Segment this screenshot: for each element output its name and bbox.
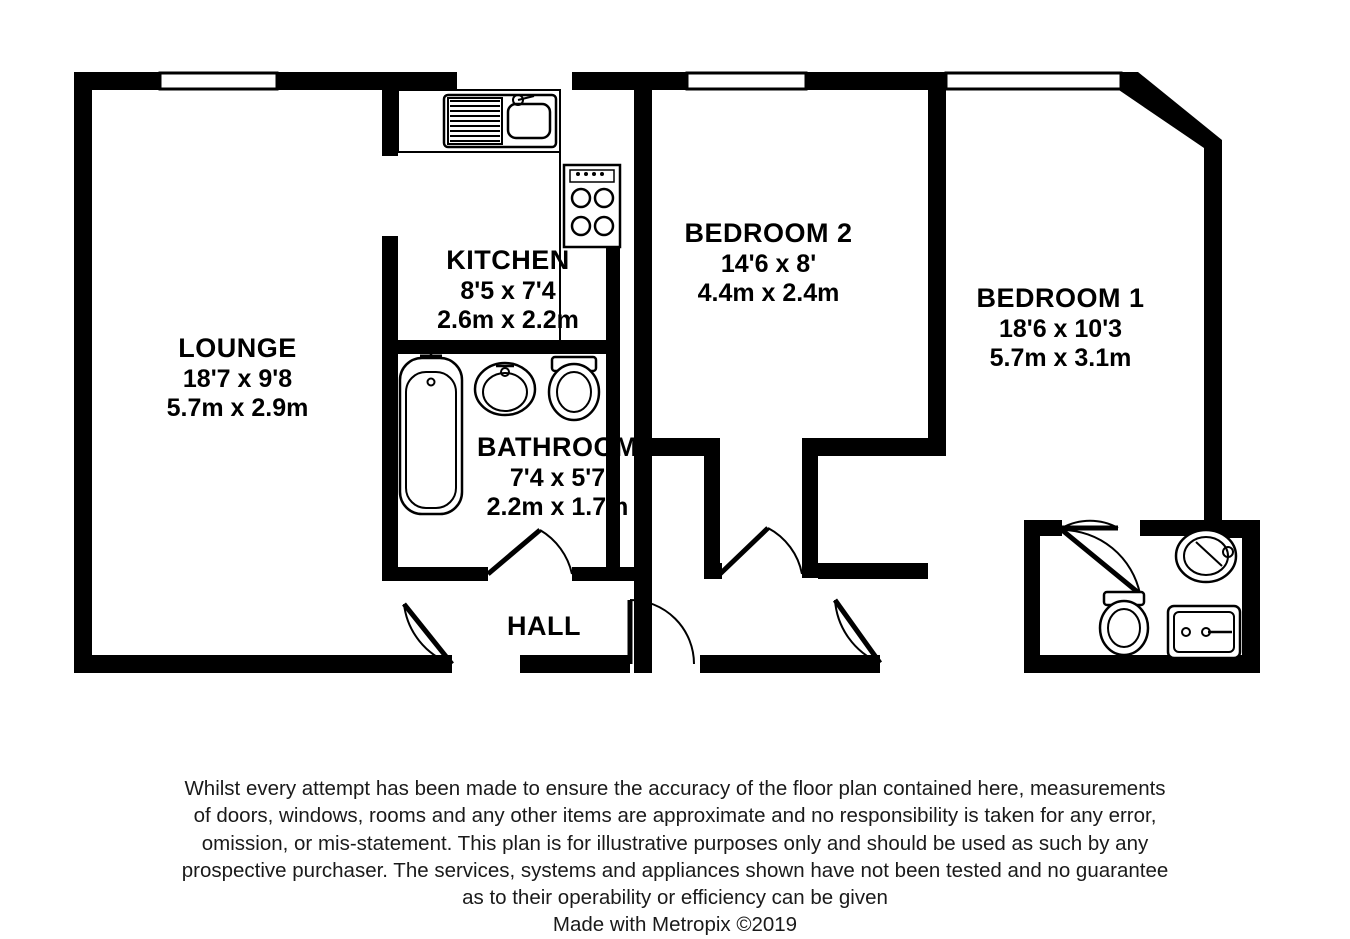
window-lounge [160,73,277,89]
room-name-lounge: LOUNGE [178,333,297,363]
interior-wall-bedroom2-lower-left [704,438,720,578]
door-arc-bedroom2 [768,528,802,574]
ensuite-fixtures [1100,530,1240,658]
room-dim-metric-bathroom: 2.2m x 1.7m [486,493,629,522]
washbasin-icon [475,363,535,415]
room-name-bedroom1: BEDROOM 1 [976,283,1145,313]
room-label-bedroom2 [636,218,901,309]
interior-wall-hall-right [634,567,652,673]
exterior-wall-left [74,72,92,673]
exterior-wall-right-ensuite [1242,520,1260,672]
door-leaf-bedroom2 [720,528,768,574]
room-dim-imperial-bedroom1: 18'6 x 10'3 [998,314,1123,343]
interior-wall-kitchen-left-top [382,90,398,156]
exterior-wall-right [1204,148,1222,530]
hob-icon [564,165,620,247]
ensuite-toilet-icon [1100,592,1148,655]
interior-wall-bathroom-top [382,340,620,354]
disclaimer-line-5: as to their operability or efficiency can be given [462,886,888,909]
room-dim-metric-kitchen: 2.6m x 2.2m [437,306,579,335]
interior-wall-bathroom-bottom-left [382,567,488,581]
exterior-wall-bottom-3 [700,655,880,673]
room-label-kitchen [388,245,628,336]
room-name-kitchen: KITCHEN [446,245,570,275]
exterior-wall-bottom-2 [520,655,630,673]
interior-wall-ensuite-left [1024,520,1040,672]
room-label-lounge [105,333,370,424]
room-label-hall: HALL [507,611,581,641]
ensuite-shower-icon [1168,606,1240,658]
door-leaf-bathroom [488,530,540,574]
room-dim-metric-lounge: 5.7m x 2.9m [166,394,309,423]
exterior-wall-top-3 [572,72,687,90]
interior-wall-bedroom2-bottom-right [802,438,946,456]
exterior-wall-top-2 [277,72,457,90]
window-bedroom1 [946,73,1121,89]
room-label-bedroom1 [928,283,1193,374]
disclaimer-text [0,775,1350,939]
door-arc-bathroom [540,530,572,574]
disclaimer-line-1: Whilst every attempt has been made to ensure the accuracy of the floor plan contained here, measurements [184,777,1166,800]
room-dim-imperial-lounge: 18'7 x 9'8 [182,364,293,393]
disclaimer-line-3: omission, or mis-statement. This plan is for illustrative purposes only and should be used as such by any [201,831,1149,855]
room-dim-imperial-kitchen: 8'5 x 7'4 [460,276,556,305]
room-label-bathroom [425,432,690,523]
interior-wall-hall-bottom-right [818,563,928,579]
room-dim-imperial-bathroom: 7'4 x 5'7 [509,463,606,492]
metropix-credit: Made with Metropix ©2019 [552,913,798,937]
interior-wall-bedroom2-right [928,90,946,456]
room-dim-metric-bedroom1: 5.7m x 3.1m [989,344,1132,373]
ensuite-washbasin-icon [1176,530,1236,582]
room-name-bedroom2: BEDROOM 2 [684,218,853,248]
disclaimer-line-4: prospective purchaser. The services, systems and appliances shown have not been tested and no guarantee [181,858,1169,882]
room-dim-metric-bedroom2: 4.4m x 2.4m [697,279,840,308]
exterior-wall-bottom-1 [74,655,452,673]
door-leaf-bedroom1 [835,600,880,663]
interior-wall-hall-stub [704,563,722,579]
exterior-wall-top-4 [806,72,946,90]
sink-icon [444,95,556,147]
disclaimer-line-2: of doors, windows, rooms and any other items are approximate and no responsibility is taken for any error, [193,804,1157,828]
interior-wall-bedroom2-lower-right [802,438,818,578]
toilet-icon [549,357,599,420]
room-dim-imperial-bedroom2: 14'6 x 8' [720,249,817,278]
room-name-bathroom: BATHROOM [477,432,638,462]
window-bedroom2 [687,73,806,89]
